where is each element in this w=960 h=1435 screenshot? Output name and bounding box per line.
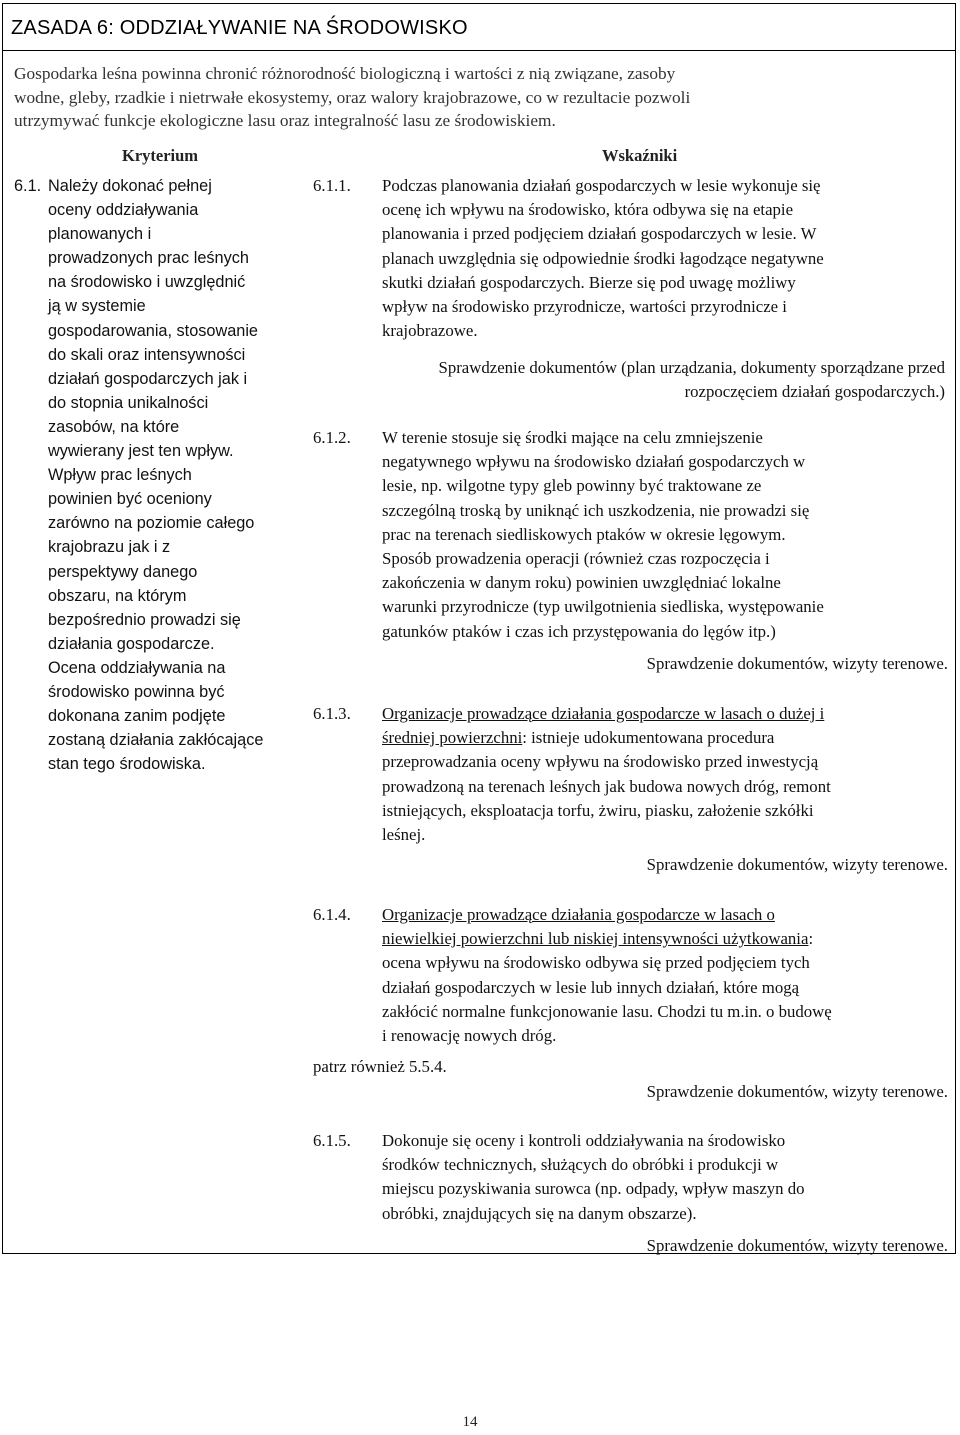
- text-line: przeprowadzania oceny wpływu na środowisko przed inwestycją: [382, 752, 819, 772]
- indicator-text-fragment: :: [808, 929, 814, 949]
- text-line: stan tego środowiska.: [48, 755, 206, 774]
- intro-line: Gospodarka leśna powinna chronić różnorodność biologiczną i wartości z nią związane, zasoby: [14, 64, 676, 83]
- verification-line: rozpoczęciem działań gospodarczych.): [684, 382, 945, 401]
- text-line: planowania i przed podjęciem działań gospodarczych w lesie. W: [382, 224, 817, 244]
- principle-header: [3, 4, 955, 51]
- page-number: 14: [462, 1414, 478, 1430]
- verification-6-1-5: Sprawdzenie dokumentów, wizyty terenowe.: [646, 1236, 948, 1255]
- indicator-text: [382, 174, 950, 343]
- text-line: działań gospodarczych w lesie lub innych działań, które mogą: [382, 977, 800, 997]
- text-line: zarówno na poziomie całego: [48, 514, 255, 533]
- indicator-number: 6.1.4.: [313, 905, 351, 924]
- underlined-text: niewielkiej powierzchni lub niskiej intensywności użytkowania: [382, 929, 809, 949]
- text-line: gatunków ptaków i czas ich przystępowania do lęgów itp.): [382, 621, 776, 641]
- verification-line: Sprawdzenie dokumentów (plan urządzania, dokumenty sporządzane przed: [438, 358, 945, 377]
- indicator-text: [382, 702, 950, 847]
- column-header-indicators: Wskaźniki: [602, 146, 678, 165]
- text-line: Wpływ prac leśnych: [48, 466, 192, 485]
- indicator-text: [382, 1129, 950, 1226]
- intro-line: utrzymywać funkcje ekologiczne lasu oraz integralność lasu ze środowiskiem.: [14, 111, 556, 131]
- principle-title: ZASADA 6: ODDZIAŁYWANIE NA ŚRODOWISKO: [11, 17, 468, 39]
- text-line: ją w systemie: [48, 297, 146, 316]
- text-line: Ocena oddziaływania na: [48, 658, 226, 677]
- text-line: dokonana zanim podjęte: [48, 707, 226, 726]
- text-line: wpływ na środowisko przyrodnicze, wartości przyrodnicze i: [382, 297, 787, 317]
- text-line: działania gospodarcze.: [48, 634, 215, 653]
- text-line: warunki przyrodnicze (typ uwilgotnienia siedliska, występowanie: [382, 597, 824, 617]
- text-line: zakłócić normalne funkcjonowanie lasu. Chodzi tu m.in. o budowę: [382, 1001, 832, 1021]
- text-line: ocena wpływu na środowisko odbywa się przed podjęciem tych: [382, 953, 810, 973]
- verification-6-1-2: Sprawdzenie dokumentów, wizyty terenowe.: [646, 654, 948, 673]
- text-line: perspektywy danego: [48, 562, 198, 581]
- criterion-number: 6.1.: [14, 177, 42, 195]
- text-line: ocenę ich wpływu na środowisko, która odbywa się na etapie: [382, 200, 794, 220]
- text-line: W terenie stosuje się środki mające na celu zmniejszenie: [382, 428, 763, 447]
- text-line: lesie, np. wilgotne typy gleb powinny być traktowane ze: [382, 476, 762, 496]
- text-line: Podczas planowania działań gospodarczych w lesie wykonuje się: [382, 176, 821, 195]
- text-line: do skali oraz intensywności: [48, 345, 246, 364]
- text-line: krajobrazowe.: [382, 321, 478, 341]
- text-line: i renowację nowych dróg.: [382, 1026, 557, 1046]
- underlined-text: Organizacje prowadzące działania gospodarcze w lasach o dużej i: [382, 704, 825, 723]
- text-line: środków technicznych, służących do obróbki i produkcji w: [382, 1155, 779, 1175]
- indicator-text-fragment: : istnieje udokumentowana procedura: [522, 728, 775, 748]
- text-line: leśnej.: [382, 825, 426, 845]
- text-line: istniejących, eksploatacja torfu, żwiru, piasku, założenie szkółki: [382, 800, 814, 820]
- text-line: środowisko powinna być: [48, 682, 225, 701]
- verification-6-1-4: Sprawdzenie dokumentów, wizyty terenowe.: [646, 1082, 948, 1101]
- text-line: prowadzoną na terenach leśnych jak budowa nowych dróg, remont: [382, 776, 831, 796]
- indicator-text: [382, 426, 950, 644]
- indicator-text-lines: [382, 951, 950, 1048]
- text-line: działań gospodarczych jak i: [48, 369, 248, 388]
- verification-6-1-3: Sprawdzenie dokumentów, wizyty terenowe.: [646, 855, 948, 874]
- text-line: prac na terenach siedliskowych ptaków w okresie lęgowym.: [382, 524, 786, 544]
- text-line: Sposób prowadzenia operacji (również czas rozpoczęcia i: [382, 549, 770, 569]
- text-line: zakończenia w danym roku) powinien uwzględniać lokalne: [382, 573, 781, 593]
- text-line: szczególną troską by uniknąć ich uszkodzenia, nie prowadzi się: [382, 500, 810, 520]
- text-line: wywierany jest ten wpływ.: [48, 442, 234, 461]
- text-line: negatywnego wpływu na środowisko działań gospodarczych w: [382, 452, 806, 472]
- text-line: planowanych i: [48, 225, 152, 244]
- text-line: prowadzonych prac leśnych: [48, 249, 249, 268]
- text-line: miejscu pozyskiwania surowca (np. odpady, wpływ maszyn do: [382, 1179, 805, 1199]
- intro-line: wodne, gleby, rzadkie i nietrwałe ekosystemy, oraz walory krajobrazowe, co w rezultacie pozwoli: [14, 87, 691, 107]
- indicator-text-lines: [382, 750, 950, 847]
- see-also: patrz również 5.5.4.: [313, 1057, 447, 1076]
- text-line: do stopnia unikalności: [48, 393, 209, 412]
- text-line: na środowisko i uwzględnić: [48, 273, 246, 292]
- principle-intro: [14, 62, 944, 133]
- indicator-text: [382, 903, 950, 1048]
- text-line: planach uwzględnia się odpowiednie środki łagodzące negatywne: [382, 248, 824, 268]
- text-line: bezpośrednio prowadzi się: [48, 610, 241, 629]
- indicator-number: 6.1.1.: [313, 176, 351, 195]
- text-line: gospodarowania, stosowanie: [48, 321, 258, 340]
- text-line: zostaną działania zakłócające: [48, 731, 264, 750]
- indicator-number: 6.1.5.: [313, 1131, 351, 1150]
- text-line: Dokonuje się oceny i kontroli oddziaływania na środowisko: [382, 1131, 786, 1150]
- underlined-text: Organizacje prowadzące działania gospodarcze w lasach o: [382, 905, 775, 924]
- text-line: oceny oddziaływania: [48, 201, 199, 220]
- text-line: krajobrazu jak i z: [48, 538, 171, 557]
- verification-6-1-1: [313, 356, 945, 404]
- indicator-number: 6.1.3.: [313, 704, 351, 723]
- text-line: Należy dokonać pełnej: [48, 177, 212, 195]
- text-line: zasobów, na które: [48, 417, 180, 436]
- text-line: obróbki, znajdujących się na danym obszarze).: [382, 1203, 697, 1223]
- column-header-criterion: Kryterium: [122, 146, 199, 165]
- text-line: skutki działań gospodarczych. Bierze się pod uwagę możliwy: [382, 272, 796, 292]
- indicator-number: 6.1.2.: [313, 428, 351, 447]
- text-line: obszaru, na którym: [48, 586, 187, 605]
- underlined-text: średniej powierzchni: [382, 728, 523, 748]
- criterion-text: [48, 174, 308, 776]
- text-line: powinien być oceniony: [48, 490, 212, 509]
